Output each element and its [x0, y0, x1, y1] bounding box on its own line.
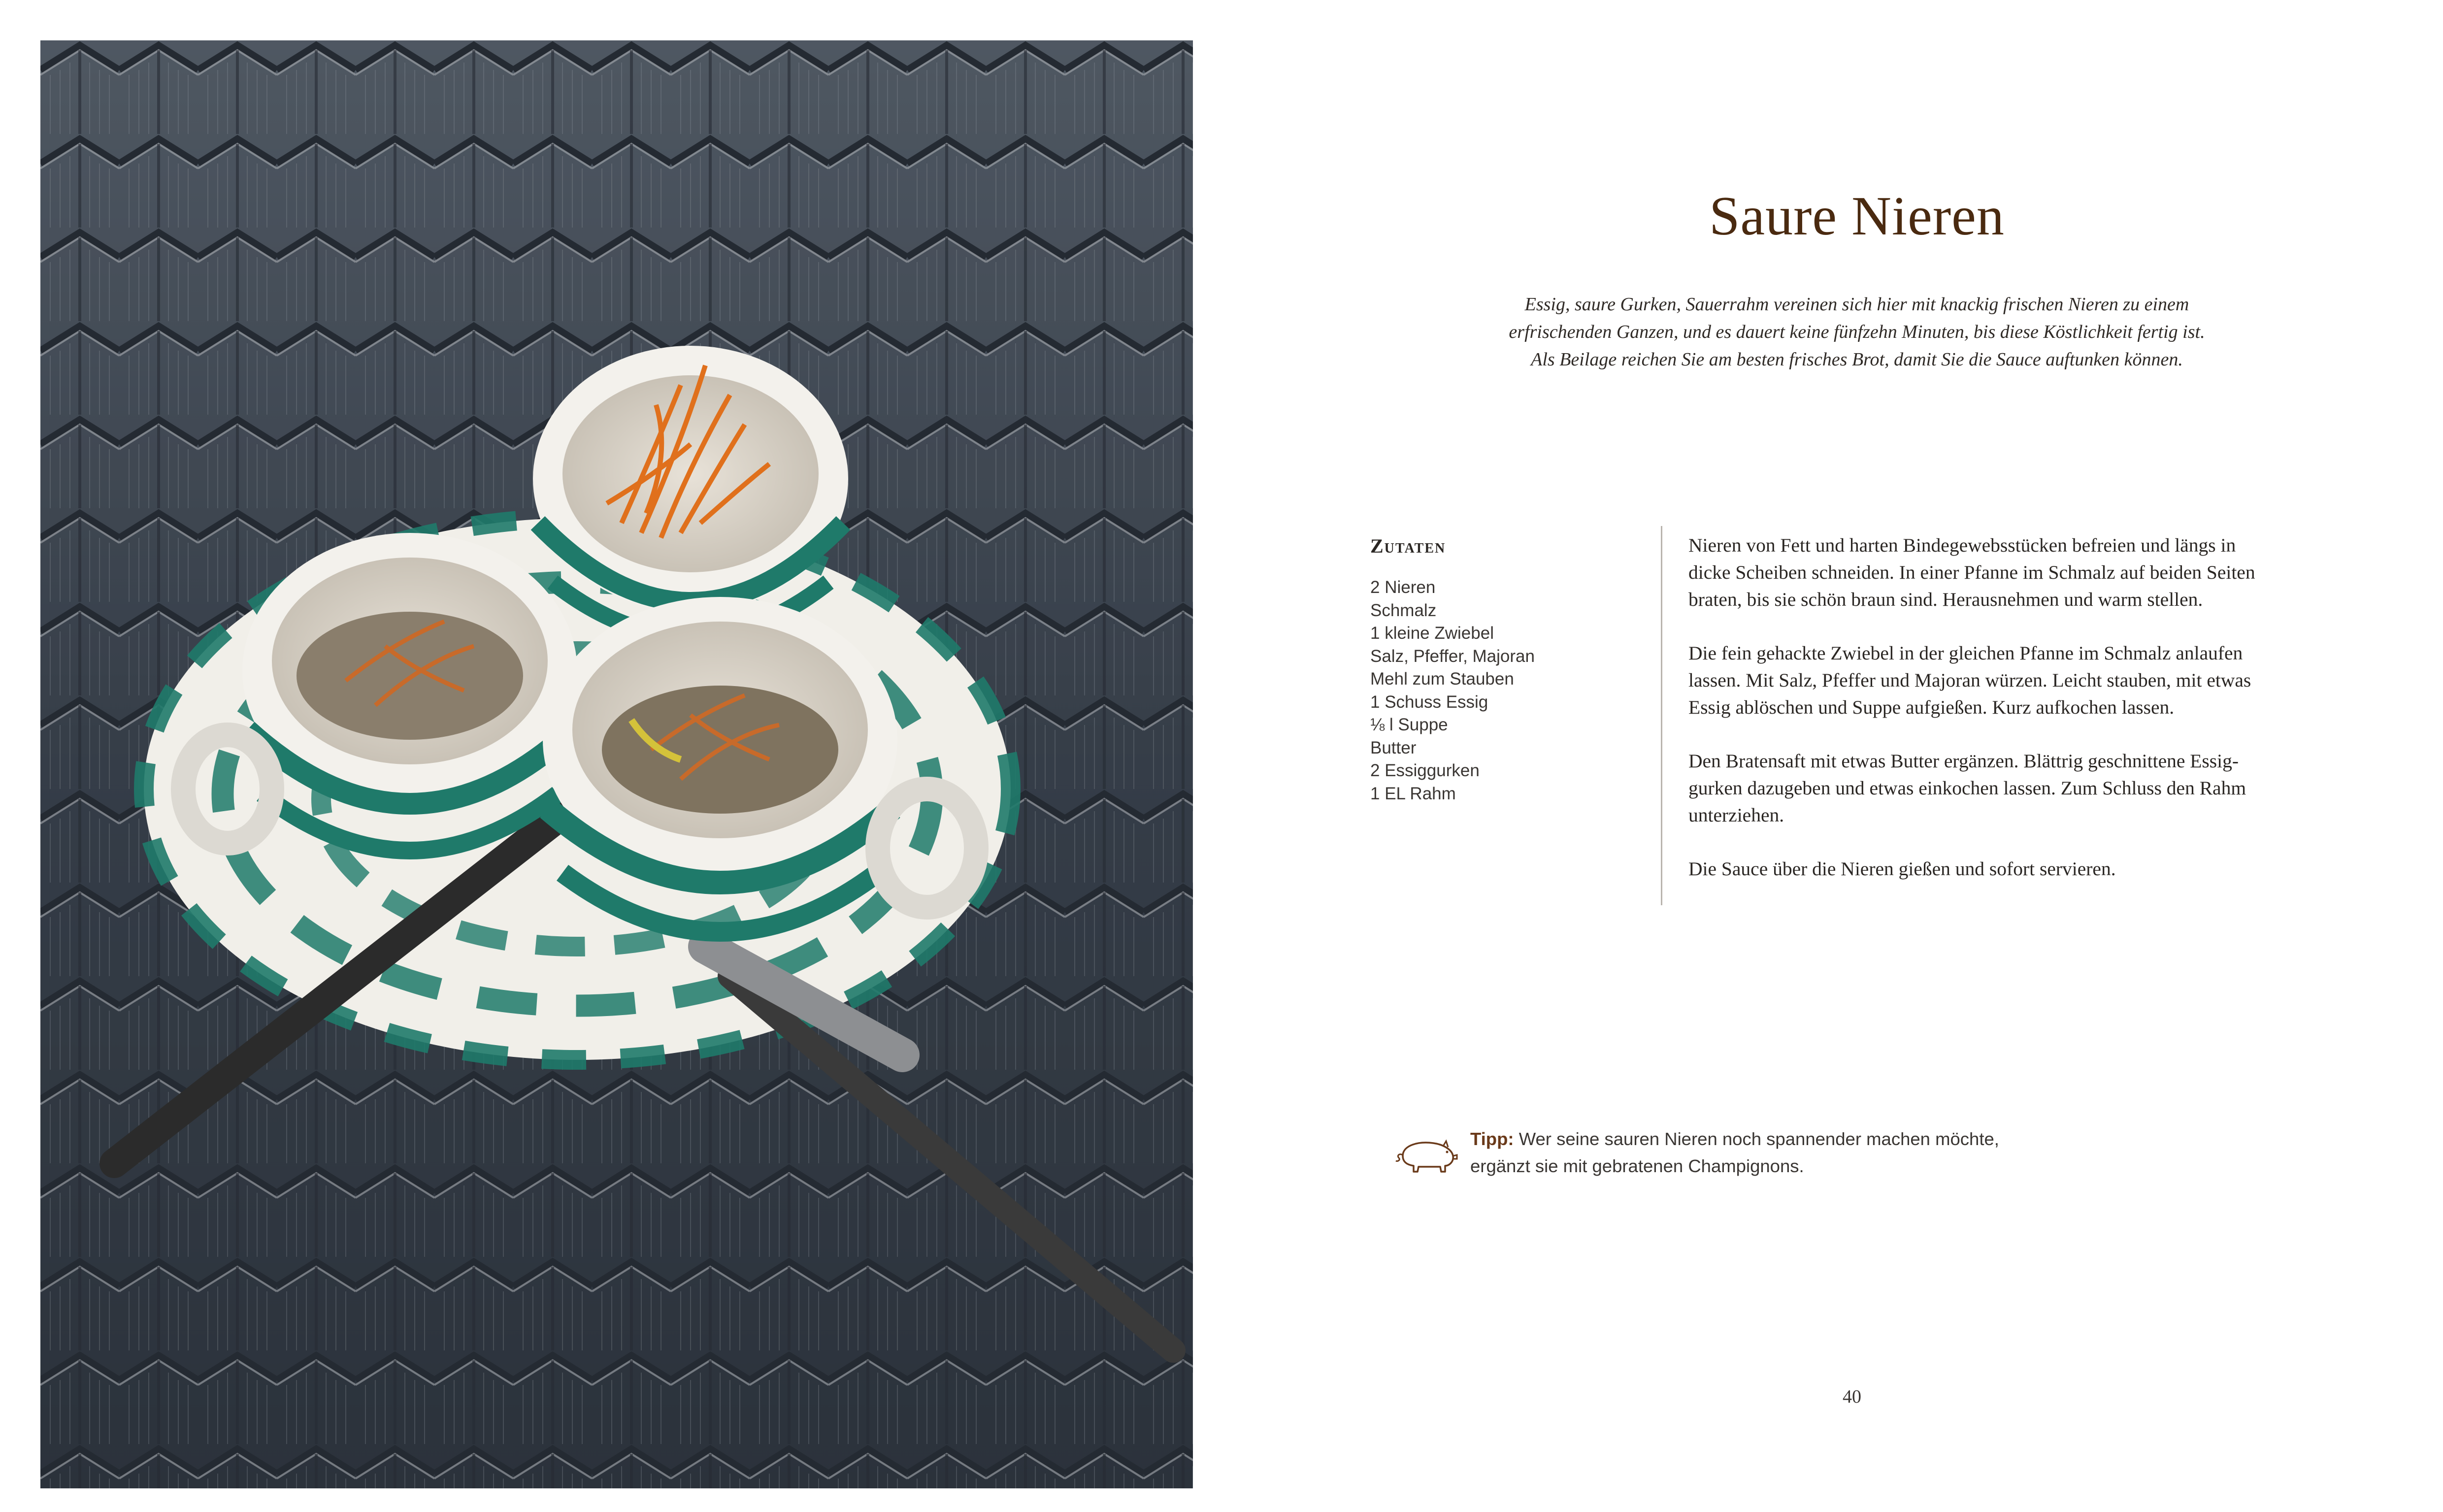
- intro-line: Essig, saure Gurken, Sauerrahm vereinen sich hier mit knackig frischen Nieren zu einem: [1524, 294, 2189, 315]
- method-line: Den Bratensaft mit etwas Butter ergänzen. Blättrig geschnittene Essig-: [1688, 750, 2239, 772]
- recipe-intro: [1428, 291, 2285, 373]
- tip-line-1: Wer seine sauren Nieren noch spannender machen möchte,: [1519, 1129, 1999, 1149]
- pig-icon: [1394, 1136, 1458, 1176]
- ingredient-item: Butter: [1370, 738, 1417, 757]
- ingredient-item: 1 EL Rahm: [1370, 784, 1456, 803]
- method-line: dicke Scheiben schneiden. In einer Pfanne im Schmalz auf beiden Seiten: [1688, 561, 2255, 583]
- method-line: Essig ablöschen und Suppe aufgießen. Kurz aufkochen lassen.: [1688, 696, 2175, 718]
- ingredient-item: Salz, Pfeffer, Majoran: [1370, 646, 1535, 666]
- ingredient-item: ⅛ l Suppe: [1370, 715, 1448, 734]
- column-divider: [1661, 526, 1662, 905]
- ingredients-list: [1370, 576, 1626, 805]
- tip-line: [1470, 1125, 2160, 1152]
- method-line: Die fein gehackte Zwiebel in der gleichen Pfanne im Schmalz anlaufen: [1688, 642, 2243, 664]
- tip-line-2: ergänzt sie mit gebratenen Champignons.: [1470, 1156, 1804, 1176]
- intro-line: Als Beilage reichen Sie am besten frisches Brot, damit Sie die Sauce auftunken können.: [1531, 349, 2183, 370]
- method-line: lassen. Mit Salz, Pfeffer und Majoran würzen. Leicht stauben, mit etwas: [1688, 669, 2251, 691]
- method-step: [1688, 748, 2339, 829]
- ingredient-item: 1 Schuss Essig: [1370, 692, 1488, 712]
- method-step: [1688, 855, 2339, 883]
- ingredient-item: 2 Nieren: [1370, 578, 1436, 597]
- intro-line: erfrischenden Ganzen, und es dauert keine fünfzehn Minuten, bis diese Köstlichkeit fertig ist.: [1509, 322, 2205, 342]
- recipe-photo: [40, 40, 1193, 1488]
- method-line: Nieren von Fett und harten Bindegewebsstücken befreien und längs in: [1688, 534, 2236, 556]
- ingredient-item: 1 kleine Zwiebel: [1370, 624, 1494, 643]
- ingredient-item: Schmalz: [1370, 600, 1437, 620]
- page-number: 40: [1843, 1386, 1861, 1407]
- recipe-title: Saure Nieren: [1709, 186, 2005, 247]
- ingredients-section: [1370, 534, 1626, 805]
- method-step: [1688, 532, 2339, 613]
- ingredients-heading: Zutaten: [1370, 535, 1446, 557]
- tip-text: [1470, 1125, 2160, 1180]
- tip-label: Tipp:: [1470, 1129, 1514, 1149]
- ingredient-item: 2 Essiggurken: [1370, 761, 1480, 780]
- method-step: [1688, 640, 2339, 721]
- ingredient-item: Mehl zum Stauben: [1370, 669, 1514, 689]
- method-line: Die Sauce über die Nieren gießen und sofort servieren.: [1688, 858, 2116, 880]
- method-line: braten, bis sie schön braun sind. Herausnehmen und warm stellen.: [1688, 589, 2203, 610]
- method-line: gurken dazugeben und etwas einkochen lassen. Zum Schluss den Rahm: [1688, 777, 2246, 799]
- method-section: [1688, 532, 2339, 909]
- method-line: unterziehen.: [1688, 804, 1784, 826]
